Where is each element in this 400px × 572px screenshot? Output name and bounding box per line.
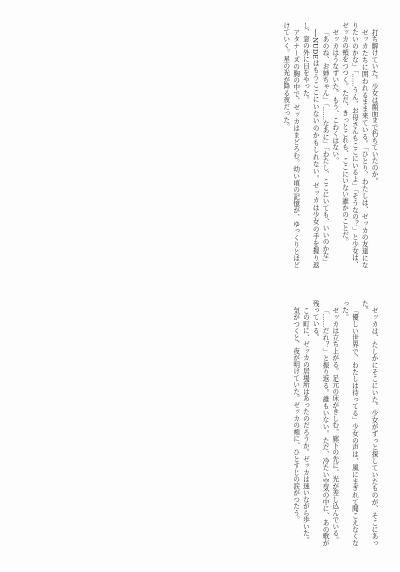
paragraph: 「優しい世界で、わたしは待ってる」少女の声は、風にまぎれて聞こえなくなった。 xyxy=(340,300,359,546)
paragraph: アタナーズの胸の中で、ゼッカはまどろむ。幼い頃の記憶が、ゆっくりとほどけていく。星の光が降る夜だった。 xyxy=(281,22,300,268)
paragraph: ──NUDEはもうここにいないのかもしれない。ゼッカは少女の手を握り返し、窓の外に目をやった。 xyxy=(301,22,320,268)
paragraph: この町に、ゼッカの居場所はあったのだろうか。ゼッカは迷いながら歩いた。 xyxy=(301,306,310,543)
paragraph: ゼッカは、たしかにそこにいた。少女がずっと探していたものが、そこにあった。 xyxy=(360,300,378,546)
paragraph: 打ち解けていた。少女は顔面まで朽ちていたのか。 xyxy=(370,28,378,184)
paragraph: ゼッカはうなずいた。もう、こわくはない。 xyxy=(330,28,339,164)
paragraph: 「あのね、お姉ちゃん」「……なあに」「わたし、ここにいても、いいのかな」 xyxy=(321,28,330,265)
top-text-column xyxy=(22,22,378,268)
paragraph: ゼッカは立ち上がる。足元の床がきしむ。廊下の先に、光が差し込んでいる。 xyxy=(330,306,339,543)
paragraph: 気がつくと、夜が明けていた。ゼッカの頬に、ひとすじの涙がつたう。 xyxy=(291,306,300,523)
paragraph: 「……だれ？」と振り返る。誰もいない。ただ、冷たい空気の中に、あの歌が残っている。 xyxy=(311,300,330,546)
bottom-text-column xyxy=(22,300,378,546)
paragraph: ゼッカたちに囲われるまま来ている。「ひとり、わたしは、ゼッカの友達になりたいのかな」「……うん、お母さんもここにいるよ」「そうなの？」と少女は、ゼッカの頬をつつく。ただ、きっとこれも、ここにいない誰かのことだ。 xyxy=(340,22,369,268)
